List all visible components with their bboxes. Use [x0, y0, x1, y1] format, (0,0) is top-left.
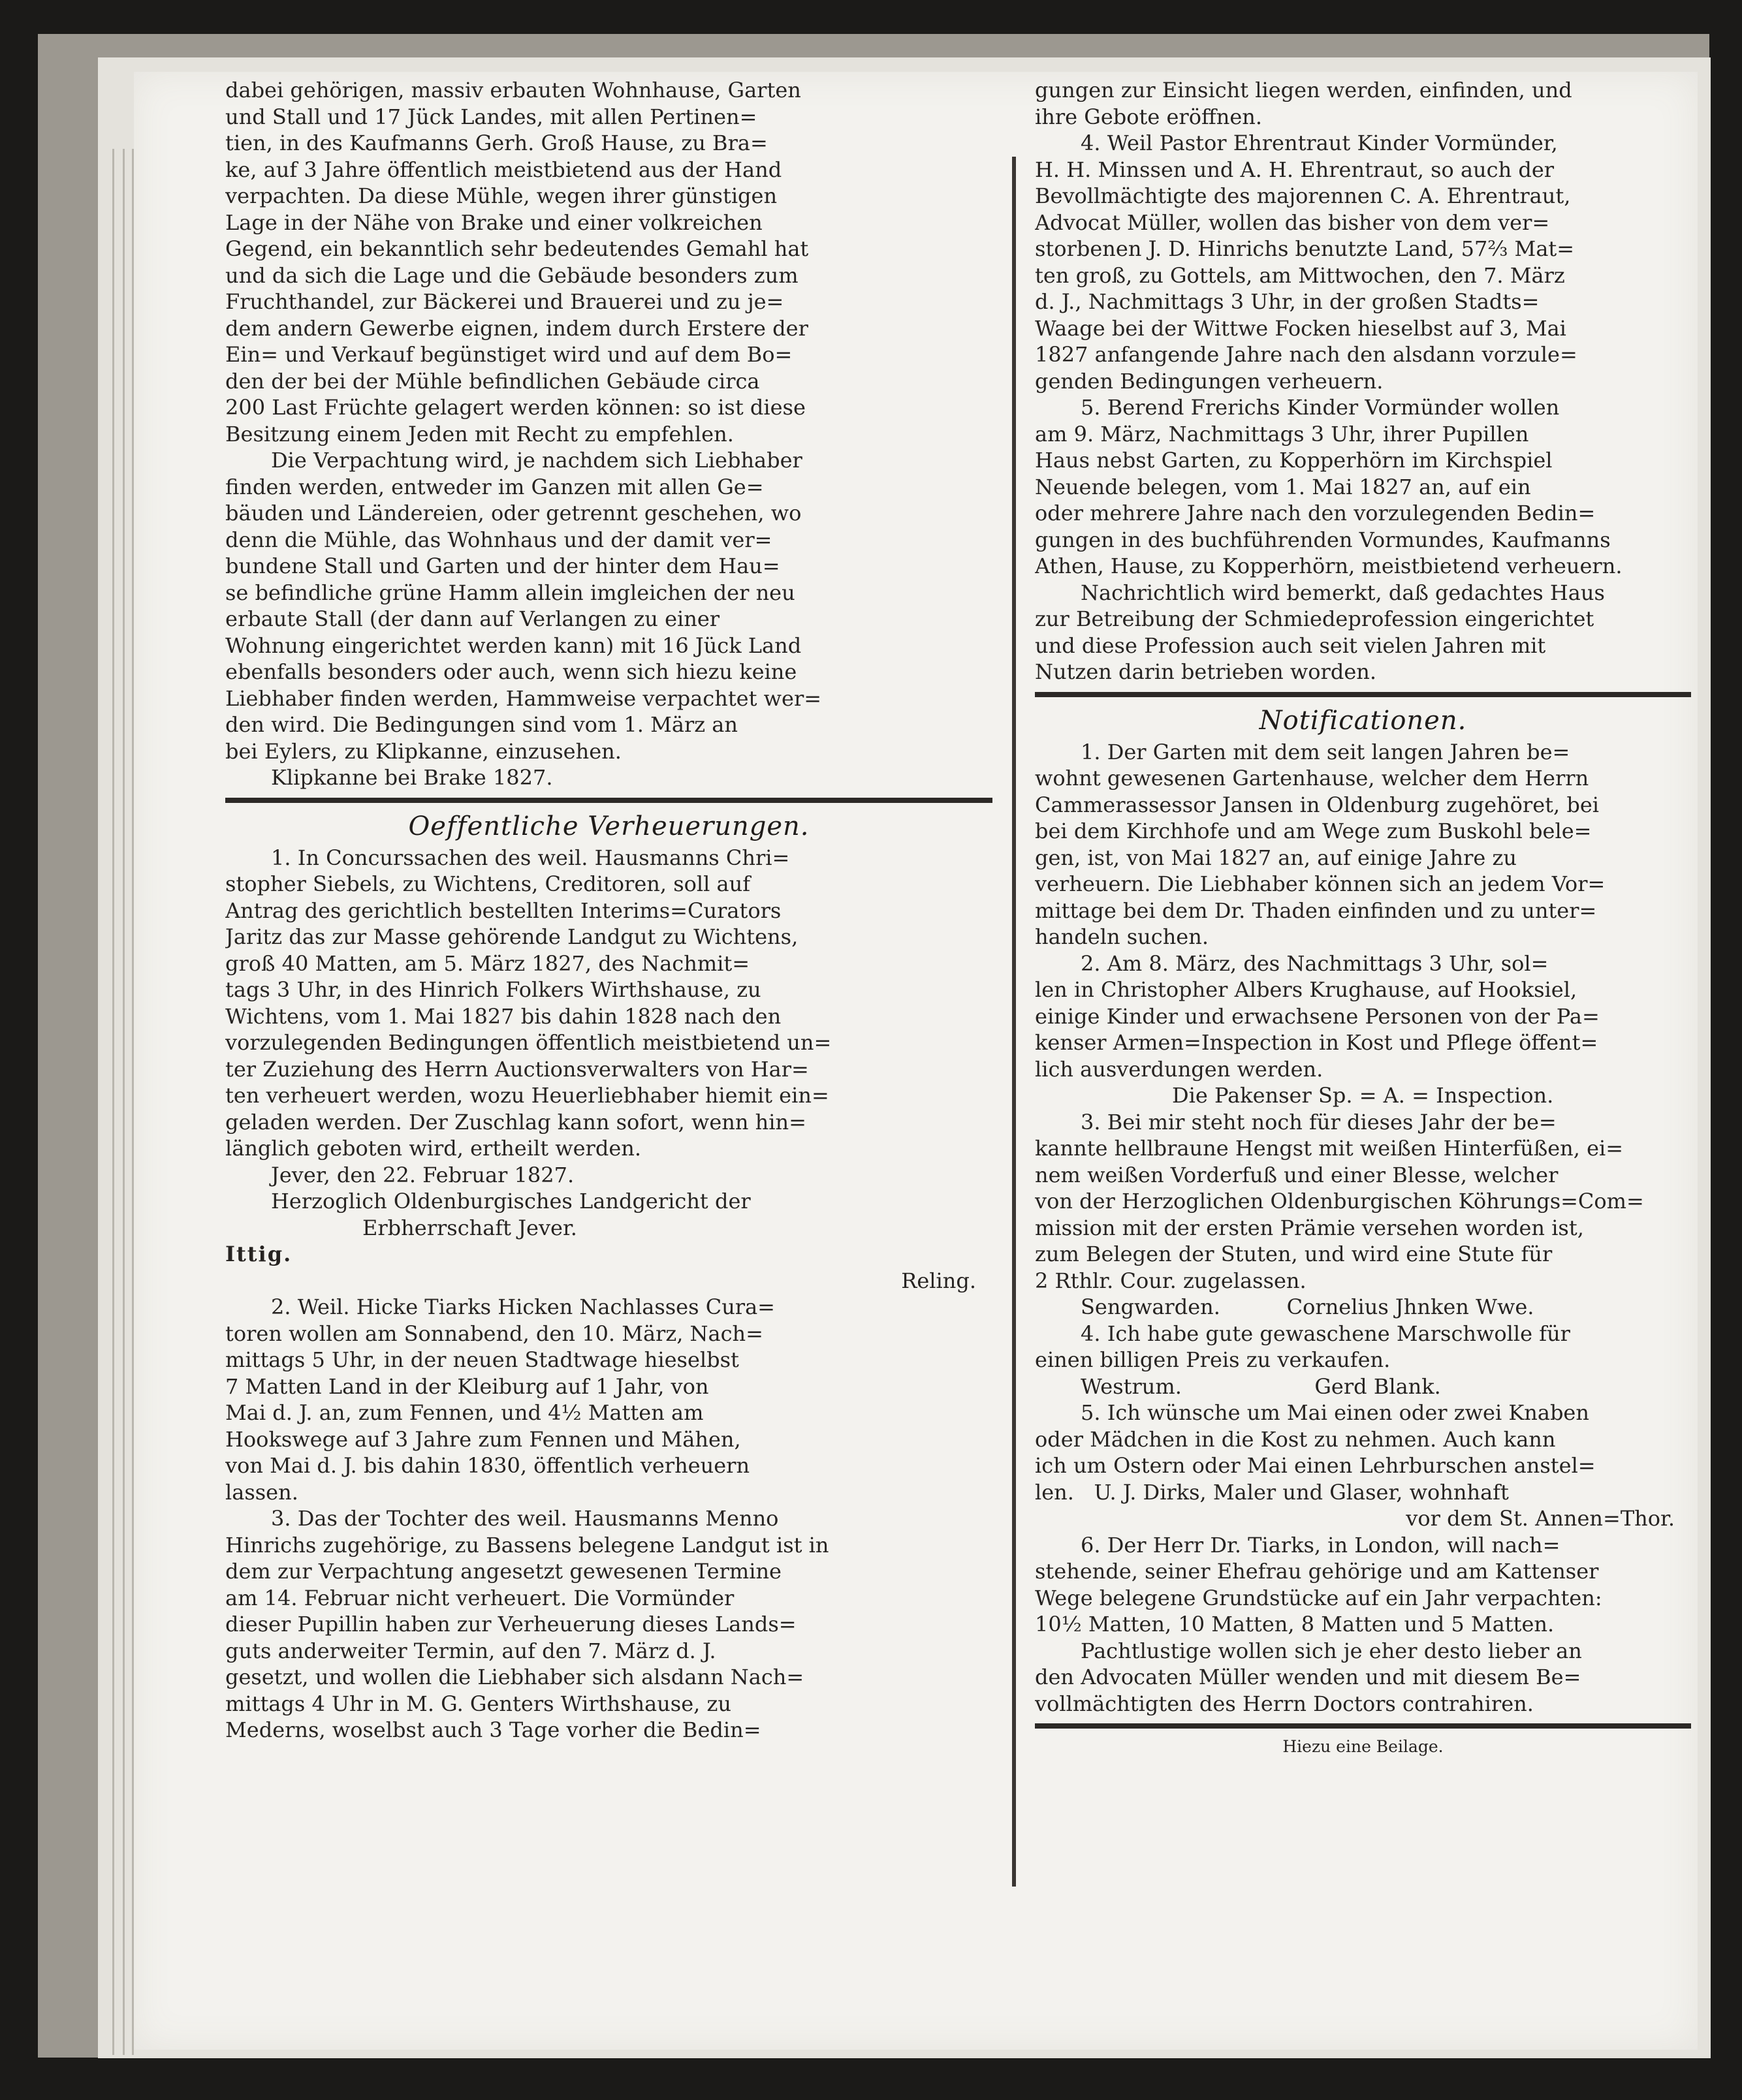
text-line: den Advocaten Müller wenden und mit diesem Be= — [1035, 1665, 1581, 1689]
text-line: vorzulegenden Bedingungen öffentlich meistbietend un= — [225, 1030, 832, 1055]
text-line: und Stall und 17 Jück Landes, mit allen Pertinen= — [225, 104, 757, 129]
text-line: und diese Profession auch seit vielen Jahren mit — [1035, 633, 1546, 658]
notice-item-1 — [225, 845, 992, 1294]
text-line: gen, ist, von Mai 1827 an, auf einige Jahre zu — [1035, 845, 1517, 870]
page-edge-line — [112, 149, 114, 2055]
text-line: den der bei der Mühle befindlichen Gebäude circa — [225, 368, 760, 394]
text-line: wohnt gewesenen Gartenhause, welcher dem Herrn — [1035, 766, 1589, 791]
notification-2-signature: Die Pakenser Sp. = A. = Inspection. — [1172, 1083, 1554, 1108]
text-line: Nachrichtlich wird bemerkt, daß gedachtes Haus — [1081, 580, 1605, 605]
text-line: Waage bei der Wittwe Focken hieselbst auf 3, Mai — [1035, 315, 1566, 341]
text-line: tien, in des Kaufmanns Gerh. Groß Hause, zu Bra= — [225, 131, 768, 155]
notification-4 — [1035, 1321, 1691, 1400]
text-line: Gegend, ein bekanntlich sehr bedeutendes Gemahl hat — [225, 236, 809, 261]
text-line: d. J., Nachmittags 3 Uhr, in der großen Stadts= — [1035, 289, 1540, 314]
text-line: gesetzt, und wollen die Liebhaber sich alsdann Nach= — [225, 1665, 804, 1689]
text-line: dabei gehörigen, massiv erbauten Wohnhause, Garten — [225, 78, 801, 102]
text-line: 6. Der Herr Dr. Tiarks, in London, will nach= — [1081, 1532, 1560, 1558]
text-line: ter Zuziehung des Herrn Auctionsverwalters von Har= — [225, 1056, 809, 1082]
text-line: oder Mädchen in die Kost zu nehmen. Auch kann — [1035, 1426, 1556, 1452]
text-line: 5. Berend Frerichs Kinder Vormünder wollen — [1081, 395, 1560, 420]
text-line: mission mit der ersten Prämie versehen worden ist, — [1035, 1215, 1584, 1240]
text-line: 4. Weil Pastor Ehrentraut Kinder Vormünder, — [1081, 131, 1558, 155]
text-line: kannte hellbraune Hengst mit weißen Hinterfüßen, ei= — [1035, 1136, 1624, 1161]
notification-4-signature: Westrum. Gerd Blank. — [1081, 1373, 1441, 1399]
item1-signature: Ittig. — [225, 1242, 293, 1266]
notice-item-3 — [225, 1505, 992, 1744]
text-line: stopher Siebels, zu Wichtens, Creditoren, soll auf — [225, 871, 751, 896]
notification-3 — [1035, 1109, 1691, 1321]
item1-court: Erbherrschaft Jever. — [362, 1215, 577, 1240]
notification-6 — [1035, 1532, 1691, 1717]
text-line: Die Verpachtung wird, je nachdem sich Liebhaber — [271, 448, 802, 473]
text-line: bundene Stall und Garten und der hinter dem Hau= — [225, 554, 780, 578]
text-line: nem weißen Vorderfuß und einer Blesse, welcher — [1035, 1162, 1559, 1187]
right-column — [1035, 77, 1691, 1761]
notice-item-4 — [1035, 130, 1691, 394]
text-line: 1. In Concurssachen des weil. Hausmanns Chri= — [271, 845, 790, 870]
text-line: am 14. Februar nicht verheuert. Die Vormünder — [225, 1585, 735, 1610]
text-line: verpachten. Da diese Mühle, wegen ihrer günstigen — [225, 183, 778, 208]
lease-paragraph — [225, 447, 992, 791]
notice-item-5 — [1035, 394, 1691, 685]
text-line: Wichtens, vom 1. Mai 1827 bis dahin 1828 nach den — [225, 1003, 782, 1029]
text-line: len in Christopher Albers Krughause, auf Hooksiel, — [1035, 977, 1577, 1002]
text-line: einen billigen Preis zu verkaufen. — [1035, 1347, 1391, 1372]
text-line: Wohnung eingerichtet werden kann) mit 16 Jück Land — [225, 633, 802, 658]
text-line: geladen werden. Der Zuschlag kann sofort, wenn hin= — [225, 1109, 806, 1135]
text-line: Mai d. J. an, zum Fennen, und 4½ Matten am — [225, 1400, 704, 1425]
text-line: Hookswege auf 3 Jahre zum Fennen und Mähen, — [225, 1426, 741, 1452]
item1-court: Herzoglich Oldenburgisches Landgericht der — [271, 1189, 751, 1214]
text-line: Nutzen darin betrieben worden. — [1035, 659, 1377, 684]
text-line: zur Betreibung der Schmiedeprofession eingerichtet — [1035, 606, 1594, 631]
text-line: ebenfalls besonders oder auch, wenn sich hiezu keine — [225, 659, 797, 684]
continued-text — [1035, 77, 1691, 130]
notification-5 — [1035, 1400, 1691, 1532]
text-line: Hinrichs zugehörige, zu Bassens belegene Landgut ist in — [225, 1532, 829, 1558]
text-line: bäuden und Ländereien, oder getrennt geschehen, wo — [225, 501, 802, 525]
text-line: und da sich die Lage und die Gebäude besonders zum — [225, 262, 799, 288]
text-line: gungen in des buchführenden Vormundes, Kaufmanns — [1035, 527, 1611, 552]
text-line: 1827 anfangende Jahre nach den alsdann vorzule= — [1035, 342, 1577, 367]
text-line: kenser Armen=Inspection in Kost und Pflege öffent= — [1035, 1030, 1598, 1055]
section-heading-notificationen: Notificationen. — [1259, 705, 1467, 736]
text-line: mittage bei dem Dr. Thaden einfinden und zu unter= — [1035, 898, 1597, 923]
section-rule — [1035, 692, 1691, 697]
text-line: Bevollmächtigte des majorennen C. A. Ehrentraut, — [1035, 183, 1571, 208]
section-rule — [225, 798, 992, 803]
item1-signature: Reling. — [901, 1268, 976, 1293]
text-line: Haus nebst Garten, zu Kopperhörn im Kirchspiel — [1035, 448, 1553, 473]
footer-rule — [1035, 1723, 1691, 1729]
text-line: bei dem Kirchhofe und am Wege zum Buskohl bele= — [1035, 819, 1592, 843]
text-line: von der Herzoglichen Oldenburgischen Köhrungs=Com= — [1035, 1189, 1644, 1214]
text-line: ten groß, zu Gottels, am Mittwochen, den 7. März — [1035, 262, 1565, 288]
text-line: Liebhaber finden werden, Hammweise verpachtet wer= — [225, 685, 822, 711]
text-line: genden Bedingungen verheuern. — [1035, 368, 1384, 394]
left-column — [225, 77, 992, 1744]
text-line: tags 3 Uhr, in des Hinrich Folkers Wirthshause, zu — [225, 977, 761, 1002]
text-line: oder mehrere Jahre nach den vorzulegenden Bedin= — [1035, 501, 1596, 525]
text-line: am 9. März, Nachmittags 3 Uhr, ihrer Pupillen — [1035, 421, 1529, 447]
text-line: länglich geboten wird, ertheilt werden. — [225, 1136, 642, 1161]
text-line: storbenen J. D. Hinrichs benutzte Land, 57⅔ Mat= — [1035, 236, 1575, 261]
text-line: Athen, Hause, zu Kopperhörn, meistbietend verheuern. — [1035, 554, 1623, 578]
text-line: lassen. — [225, 1479, 298, 1505]
text-line: von Mai d. J. bis dahin 1830, öffentlich verheuern — [225, 1453, 750, 1478]
text-line: 2 Rthlr. Cour. zugelassen. — [1035, 1268, 1306, 1293]
text-line: 2. Am 8. März, des Nachmittags 3 Uhr, sol= — [1081, 950, 1549, 976]
text-line: stehende, seiner Ehefrau gehörige und am Kattenser — [1035, 1559, 1599, 1584]
column-divider — [1012, 157, 1016, 1887]
text-line: groß 40 Matten, am 5. März 1827, des Nachmit= — [225, 950, 750, 976]
item1-date: Jever, den 22. Februar 1827. — [271, 1162, 575, 1187]
text-line: 200 Last Früchte gelagert werden können: so ist diese — [225, 395, 806, 420]
text-line: Antrag des gerichtlich bestellten Interims=Curators — [225, 898, 782, 923]
text-line: ten verheuert werden, wozu Heuerliebhaber hiemit ein= — [225, 1083, 829, 1108]
text-line: einige Kinder und erwachsene Personen von der Pa= — [1035, 1003, 1600, 1029]
text-line: Mederns, woselbst auch 3 Tage vorher die Bedin= — [225, 1717, 761, 1742]
text-line: toren wollen am Sonnabend, den 10. März, Nach= — [225, 1321, 763, 1346]
intro-paragraph — [225, 77, 992, 447]
text-line: Pachtlustige wollen sich je eher desto lieber an — [1081, 1638, 1582, 1663]
text-line: Fruchthandel, zur Bäckerei und Brauerei und zu je= — [225, 289, 784, 314]
text-line: guts anderweiter Termin, auf den 7. März d. J. — [225, 1638, 716, 1663]
notice-item-2 — [225, 1294, 992, 1505]
text-line: ihre Gebote eröffnen. — [1035, 104, 1263, 129]
text-line: Advocat Müller, wollen das bisher von dem ver= — [1035, 210, 1550, 235]
notification-1 — [1035, 739, 1691, 950]
text-line: dem zur Verpachtung angesetzt gewesenen Termine — [225, 1559, 782, 1584]
text-line: vollmächtigten des Herrn Doctors contrahiren. — [1035, 1691, 1534, 1716]
text-line: len. U. J. Dirks, Maler und Glaser, wohnhaft — [1035, 1479, 1509, 1505]
text-line: Ein= und Verkauf begünstiget wird und auf dem Bo= — [225, 342, 793, 367]
text-line: 2. Weil. Hicke Tiarks Hicken Nachlasses Cura= — [271, 1294, 775, 1319]
section-heading-verheuerungen: Oeffentliche Verheuerungen. — [408, 811, 810, 841]
text-line: Neuende belegen, vom 1. Mai 1827 an, auf ein — [1035, 474, 1531, 499]
text-line: Wege belegene Grundstücke auf ein Jahr verpachten: — [1035, 1585, 1602, 1610]
text-line: ke, auf 3 Jahre öffentlich meistbietend aus der Hand — [225, 157, 782, 182]
text-line: 3. Das der Tochter des weil. Hausmanns Menno — [271, 1506, 779, 1531]
page-edge-line — [123, 149, 125, 2055]
notification-3-signature: Sengwarden. Cornelius Jhnken Wwe. — [1081, 1294, 1534, 1319]
text-line: 7 Matten Land in der Kleiburg auf 1 Jahr, von — [225, 1373, 709, 1399]
text-line: verheuern. Die Liebhaber können sich an jedem Vor= — [1035, 871, 1606, 896]
text-line: mittags 4 Uhr in M. G. Genters Wirthshause, zu — [225, 1691, 731, 1716]
text-line: gungen zur Einsicht liegen werden, einfinden, und — [1035, 78, 1572, 102]
notification-2 — [1035, 950, 1691, 1109]
text-line: handeln suchen. — [1035, 924, 1209, 949]
text-line: 3. Bei mir steht noch für dieses Jahr der be= — [1081, 1109, 1557, 1135]
text-line: dieser Pupillin haben zur Verheuerung dieses Lands= — [225, 1612, 797, 1637]
text-line: 5. Ich wünsche um Mai einen oder zwei Knaben — [1081, 1400, 1589, 1425]
footer-supplement-note: Hiezu eine Beilage. — [1282, 1737, 1444, 1756]
text-line: den wird. Die Bedingungen sind vom 1. März an — [225, 712, 738, 737]
text-line: 4. Ich habe gute gewaschene Marschwolle für — [1081, 1321, 1570, 1346]
text-line: 1. Der Garten mit dem seit langen Jahren be= — [1081, 739, 1570, 764]
text-line: Jaritz das zur Masse gehörende Landgut zu Wichtens, — [225, 924, 799, 949]
text-line: Besitzung einem Jeden mit Recht zu empfehlen. — [225, 421, 734, 447]
text-line: denn die Mühle, das Wohnhaus und der damit ver= — [225, 527, 772, 552]
text-line: se befindliche grüne Hamm allein imgleichen der neu — [225, 580, 795, 605]
text-line: erbaute Stall (der dann auf Verlangen zu einer — [225, 606, 720, 631]
text-line: Lage in der Nähe von Brake und einer volkreichen — [225, 210, 763, 235]
text-line: dem andern Gewerbe eignen, indem durch Erstere der — [225, 315, 808, 341]
text-line: H. H. Minssen und A. H. Ehrentraut, so auch der — [1035, 157, 1555, 182]
text-line: bei Eylers, zu Klipkanne, einzusehen. — [225, 738, 622, 764]
text-line: ich um Ostern oder Mai einen Lehrburschen anstel= — [1035, 1453, 1596, 1478]
text-line: zum Belegen der Stuten, und wird eine Stute für — [1035, 1242, 1553, 1266]
text-line: finden werden, entweder im Ganzen mit allen Ge= — [225, 474, 764, 499]
text-line: 10½ Matten, 10 Matten, 8 Matten und 5 Matten. — [1035, 1612, 1555, 1637]
notification-5-signature: vor dem St. Annen=Thor. — [1406, 1506, 1675, 1531]
text-line: Cammerassessor Jansen in Oldenburg zugehöret, bei — [1035, 792, 1599, 817]
place-date: Klipkanne bei Brake 1827. — [271, 765, 553, 790]
text-line: lich ausverdungen werden. — [1035, 1056, 1323, 1082]
text-line: mittags 5 Uhr, in der neuen Stadtwage hieselbst — [225, 1347, 739, 1372]
